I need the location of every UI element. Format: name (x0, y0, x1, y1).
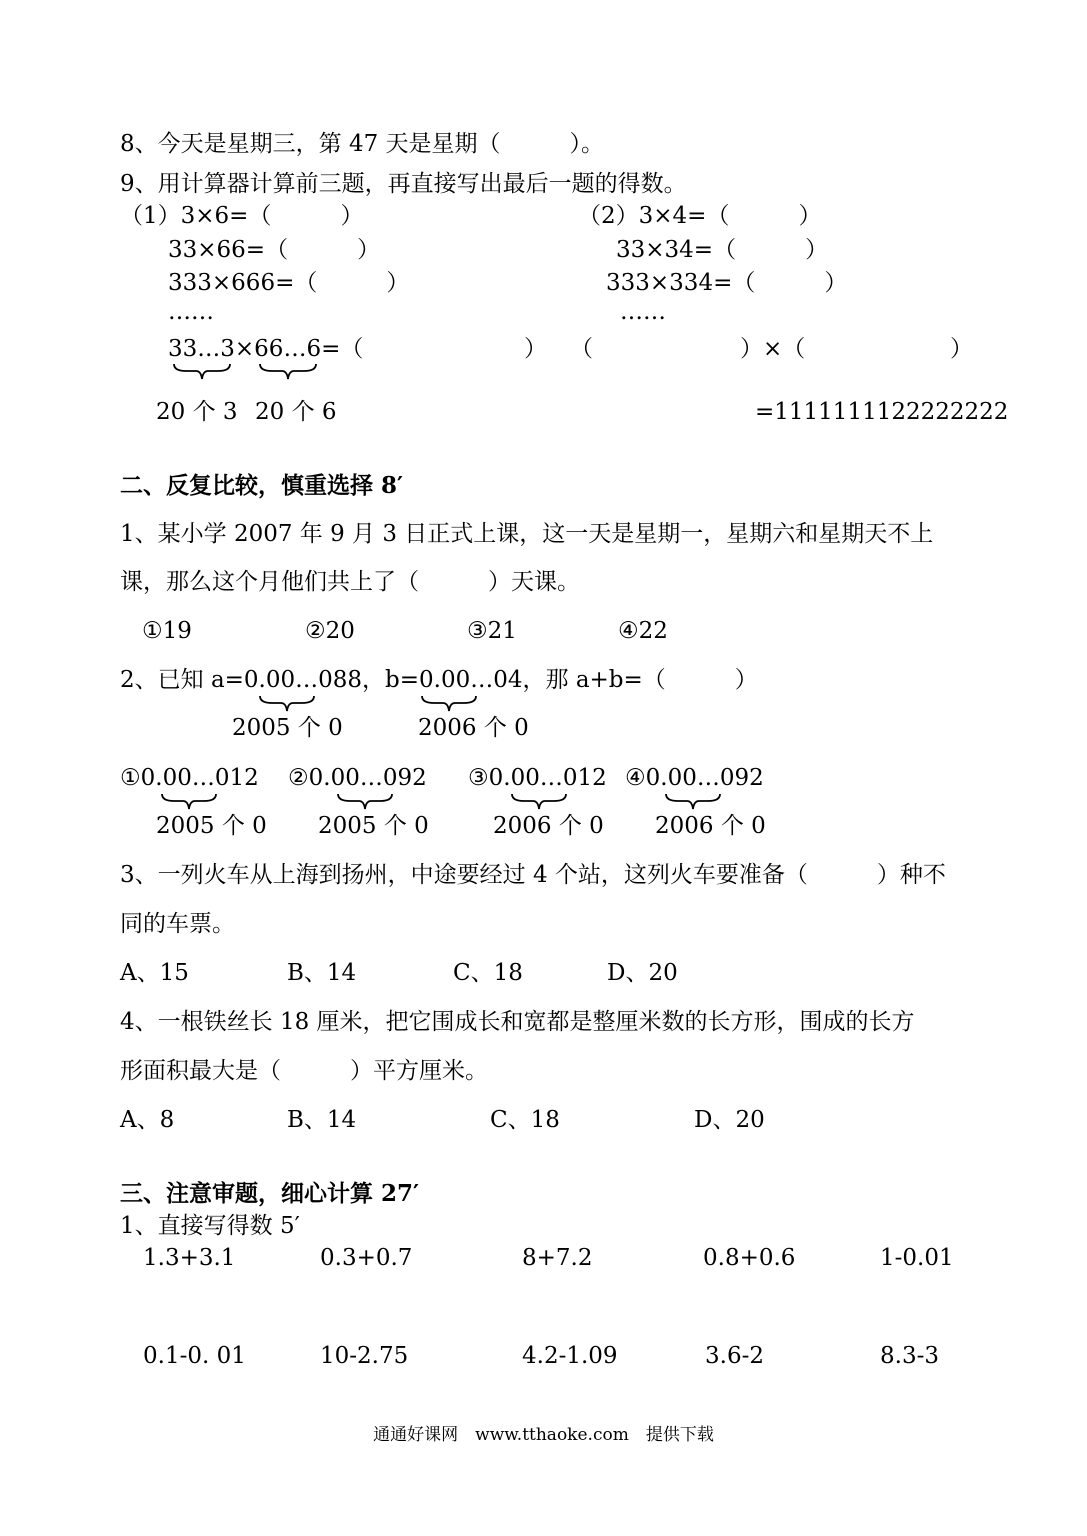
s2-q4-option-d: D、20 (694, 1107, 765, 1133)
calc-2-1: 0.1-0. 01 (143, 1343, 246, 1369)
s2-q3-line-1: 3、一列火车从上海到扬州，中途要经过 4 个站，这列火车要准备（ ）种不 (120, 862, 946, 888)
s2-q2-option-4: ④0.00…092 (625, 765, 764, 791)
q9-right-line-1: （2）3×4=（ ） (578, 203, 822, 229)
q9-left-line-3: 333×666=（ ） (168, 270, 410, 296)
calc-2-3: 4.2-1.09 (522, 1343, 618, 1369)
option-4-brace-icon (664, 792, 722, 812)
s2-q3-option-d: D、20 (607, 960, 678, 986)
option-3-brace-label: 2006 个 0 (493, 813, 604, 839)
q9-left-final-expr: 33…3×66…6=（ (168, 336, 364, 362)
q9-left-line-1: （1）3×6=（ ） (120, 203, 364, 229)
q9-right-close-paren: ） (950, 336, 973, 362)
option-2-brace-label: 2005 个 0 (318, 813, 429, 839)
brace-label-b: 2006 个 0 (418, 715, 529, 741)
s2-q3-line-2: 同的车票。 (120, 911, 235, 937)
brace-label-a: 2005 个 0 (232, 715, 343, 741)
calc-2-4: 3.6-2 (705, 1343, 764, 1369)
calc-1-4: 0.8+0.6 (703, 1245, 796, 1271)
q9-left-line-2: 33×66=（ ） (168, 237, 381, 263)
s2-q1-option-3: ③21 (467, 618, 517, 644)
brace-20-threes (172, 362, 232, 382)
q9-right-line-2: 33×34=（ ） (616, 237, 829, 263)
calc-2-5: 8.3-3 (880, 1343, 939, 1369)
s2-q2-line-1: 2、已知 a=0.00…088，b=0.00…04，那 a+b=（ ） (120, 667, 758, 693)
s2-q4-line-2: 形面积最大是（ ）平方厘米。 (120, 1058, 488, 1084)
s3-subheading-1: 1、直接写得数 5′ (120, 1213, 300, 1239)
q9-right-open-paren: （ (570, 336, 593, 362)
calc-1-2: 0.3+0.7 (320, 1245, 413, 1271)
section-3-heading: 三、注意审题，细心计算 27′ (120, 1180, 420, 1207)
brace-label-20-sixes: 20 个 6 (255, 399, 337, 425)
option-4-brace-label: 2006 个 0 (655, 813, 766, 839)
s2-q1-line-1: 1、某小学 2007 年 9 月 3 日正式上课，这一天是星期一，星期六和星期天不上 (120, 521, 934, 547)
s2-q2-option-2: ②0.00…092 (288, 765, 427, 791)
q9-right-times: ）×（ (740, 336, 806, 362)
question-8: 8、今天是星期三，第 47 天是星期（ ）。 (120, 131, 605, 157)
s2-q1-option-4: ④22 (618, 618, 668, 644)
q9-left-ellipsis: …… (168, 299, 214, 325)
option-2-brace-icon (336, 792, 394, 812)
s2-q4-line-1: 4、一根铁丝长 18 厘米，把它围成长和宽都是整厘米数的长方形，围成的长方 (120, 1009, 915, 1035)
s2-q1-line-2: 课，那么这个月他们共上了（ ）天课。 (120, 569, 580, 595)
s2-q1-option-2: ②20 (305, 618, 355, 644)
footer-text: 通通好课网 www.tthaoke.com 提供下载 (373, 1425, 714, 1445)
q9-right-line-3: 333×334=（ ） (606, 270, 848, 296)
s2-q4-option-b: B、14 (287, 1107, 357, 1133)
section-2-heading: 二、反复比较，慎重选择 8′ (120, 472, 404, 499)
option-1-brace-icon (160, 792, 218, 812)
brace-2006-zeros (420, 694, 478, 714)
s2-q1-option-1: ①19 (142, 618, 192, 644)
brace-2005-zeros (258, 694, 316, 714)
calc-2-2: 10-2.75 (320, 1343, 409, 1369)
s2-q2-option-1: ①0.00…012 (120, 765, 259, 791)
brace-20-sixes (258, 362, 318, 382)
s2-q3-option-b: B、14 (287, 960, 357, 986)
s2-q3-option-c: C、18 (453, 960, 523, 986)
brace-label-20-threes: 20 个 3 (156, 399, 238, 425)
s2-q2-option-3: ③0.00…012 (468, 765, 607, 791)
calc-1-1: 1.3+3.1 (143, 1245, 236, 1271)
q9-right-ellipsis: …… (620, 299, 666, 325)
calc-1-5: 1-0.01 (880, 1245, 954, 1271)
question-9-title: 9、用计算器计算前三题，再直接写出最后一题的得数。 (120, 171, 687, 197)
q9-right-result: =1111111122222222 (755, 399, 1009, 425)
option-3-brace-icon (510, 792, 568, 812)
s2-q3-option-a: A、15 (120, 960, 189, 986)
s2-q4-option-c: C、18 (490, 1107, 560, 1133)
option-1-brace-label: 2005 个 0 (156, 813, 267, 839)
q9-left-final-close: ） (524, 336, 547, 362)
calc-1-3: 8+7.2 (522, 1245, 593, 1271)
s2-q4-option-a: A、8 (120, 1107, 175, 1133)
